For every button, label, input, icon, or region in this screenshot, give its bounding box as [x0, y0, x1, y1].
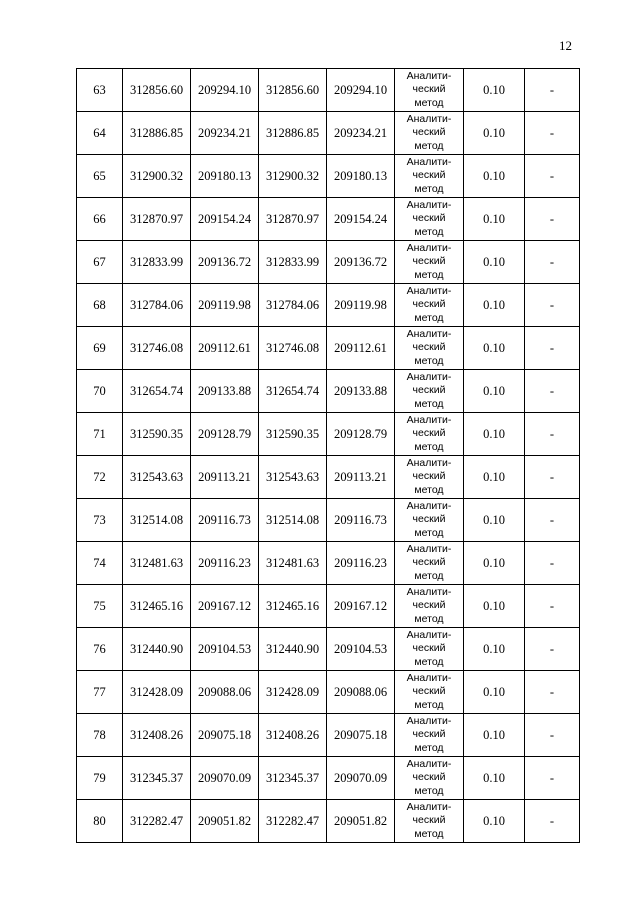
note-cell: -: [525, 671, 580, 714]
table-row: [77, 671, 580, 714]
x-existing-cell: 312481.63: [123, 542, 191, 585]
note-cell: -: [525, 327, 580, 370]
x-existing-cell: 312856.60: [123, 69, 191, 112]
x-refined-cell: 312514.08: [259, 499, 327, 542]
method-cell: [395, 284, 464, 327]
method-cell: [395, 370, 464, 413]
point-number-cell: 67: [77, 241, 123, 284]
method-text-line: Аналити-: [406, 198, 452, 211]
method-text-line: Аналити-: [406, 284, 452, 297]
y-existing-cell: 209116.73: [191, 499, 259, 542]
method-text-line: ческий: [412, 212, 446, 225]
method-text-line: Аналити-: [406, 671, 452, 684]
x-refined-cell: 312345.37: [259, 757, 327, 800]
method-text-line: метод: [414, 96, 444, 109]
table-row: [77, 800, 580, 843]
method-cell: [395, 198, 464, 241]
x-refined-cell: 312590.35: [259, 413, 327, 456]
point-number-cell: 66: [77, 198, 123, 241]
table-row: [77, 499, 580, 542]
y-refined-cell: 209133.88: [327, 370, 395, 413]
table-row: [77, 69, 580, 112]
x-refined-cell: 312856.60: [259, 69, 327, 112]
point-number-cell: 80: [77, 800, 123, 843]
method-text-line: Аналити-: [406, 585, 452, 598]
accuracy-cell: 0.10: [464, 800, 525, 843]
y-existing-cell: 209136.72: [191, 241, 259, 284]
method-text-line: метод: [414, 311, 444, 324]
note-cell: -: [525, 714, 580, 757]
x-existing-cell: 312440.90: [123, 628, 191, 671]
y-existing-cell: 209051.82: [191, 800, 259, 843]
accuracy-cell: 0.10: [464, 155, 525, 198]
y-refined-cell: 209112.61: [327, 327, 395, 370]
method-text-line: ческий: [412, 470, 446, 483]
note-cell: -: [525, 284, 580, 327]
x-existing-cell: 312900.32: [123, 155, 191, 198]
y-existing-cell: 209234.21: [191, 112, 259, 155]
method-text-line: ческий: [412, 255, 446, 268]
method-text-line: ческий: [412, 341, 446, 354]
accuracy-cell: 0.10: [464, 284, 525, 327]
coordinates-table: [76, 68, 580, 843]
x-existing-cell: 312590.35: [123, 413, 191, 456]
x-refined-cell: 312282.47: [259, 800, 327, 843]
note-cell: -: [525, 628, 580, 671]
method-text-line: Аналити-: [406, 155, 452, 168]
method-text-line: ческий: [412, 427, 446, 440]
x-refined-cell: 312428.09: [259, 671, 327, 714]
y-refined-cell: 209116.73: [327, 499, 395, 542]
accuracy-cell: 0.10: [464, 413, 525, 456]
method-cell: [395, 456, 464, 499]
table-row: [77, 327, 580, 370]
y-refined-cell: 209167.12: [327, 585, 395, 628]
note-cell: -: [525, 413, 580, 456]
method-text-line: метод: [414, 225, 444, 238]
method-text-line: Аналити-: [406, 370, 452, 383]
y-refined-cell: 209128.79: [327, 413, 395, 456]
point-number-cell: 71: [77, 413, 123, 456]
table-row: [77, 284, 580, 327]
note-cell: -: [525, 800, 580, 843]
accuracy-cell: 0.10: [464, 757, 525, 800]
method-cell: [395, 628, 464, 671]
method-cell: [395, 327, 464, 370]
method-text-line: Аналити-: [406, 413, 452, 426]
table-row: [77, 714, 580, 757]
accuracy-cell: 0.10: [464, 628, 525, 671]
table-row: [77, 456, 580, 499]
method-text-line: Аналити-: [406, 714, 452, 727]
accuracy-cell: 0.10: [464, 370, 525, 413]
point-number-cell: 64: [77, 112, 123, 155]
note-cell: -: [525, 112, 580, 155]
y-existing-cell: 209070.09: [191, 757, 259, 800]
method-text-line: метод: [414, 354, 444, 367]
accuracy-cell: 0.10: [464, 714, 525, 757]
y-refined-cell: 209154.24: [327, 198, 395, 241]
x-existing-cell: 312465.16: [123, 585, 191, 628]
point-number-cell: 69: [77, 327, 123, 370]
point-number-cell: 79: [77, 757, 123, 800]
y-refined-cell: 209070.09: [327, 757, 395, 800]
y-existing-cell: 209128.79: [191, 413, 259, 456]
y-existing-cell: 209113.21: [191, 456, 259, 499]
y-refined-cell: 209294.10: [327, 69, 395, 112]
note-cell: -: [525, 241, 580, 284]
x-existing-cell: 312282.47: [123, 800, 191, 843]
accuracy-cell: 0.10: [464, 499, 525, 542]
x-refined-cell: 312440.90: [259, 628, 327, 671]
accuracy-cell: 0.10: [464, 456, 525, 499]
point-number-cell: 73: [77, 499, 123, 542]
note-cell: -: [525, 499, 580, 542]
method-text-line: Аналити-: [406, 456, 452, 469]
method-cell: [395, 585, 464, 628]
method-text-line: Аналити-: [406, 69, 452, 82]
x-existing-cell: 312833.99: [123, 241, 191, 284]
accuracy-cell: 0.10: [464, 585, 525, 628]
method-cell: [395, 112, 464, 155]
method-text-line: метод: [414, 440, 444, 453]
accuracy-cell: 0.10: [464, 112, 525, 155]
y-existing-cell: 209294.10: [191, 69, 259, 112]
x-refined-cell: 312833.99: [259, 241, 327, 284]
x-existing-cell: 312543.63: [123, 456, 191, 499]
y-existing-cell: 209133.88: [191, 370, 259, 413]
method-cell: [395, 499, 464, 542]
x-refined-cell: 312408.26: [259, 714, 327, 757]
y-refined-cell: 209136.72: [327, 241, 395, 284]
y-refined-cell: 209119.98: [327, 284, 395, 327]
method-text-line: ческий: [412, 728, 446, 741]
point-number-cell: 70: [77, 370, 123, 413]
note-cell: -: [525, 456, 580, 499]
y-refined-cell: 209113.21: [327, 456, 395, 499]
method-text-line: ческий: [412, 169, 446, 182]
method-text-line: ческий: [412, 599, 446, 612]
table-row: [77, 628, 580, 671]
method-text-line: метод: [414, 483, 444, 496]
method-text-line: метод: [414, 569, 444, 582]
y-existing-cell: 209104.53: [191, 628, 259, 671]
method-cell: [395, 69, 464, 112]
method-text-line: Аналити-: [406, 327, 452, 340]
method-text-line: ческий: [412, 771, 446, 784]
y-existing-cell: 209116.23: [191, 542, 259, 585]
point-number-cell: 78: [77, 714, 123, 757]
x-refined-cell: 312465.16: [259, 585, 327, 628]
x-existing-cell: 312428.09: [123, 671, 191, 714]
method-cell: [395, 155, 464, 198]
method-text-line: Аналити-: [406, 542, 452, 555]
method-cell: [395, 800, 464, 843]
y-existing-cell: 209088.06: [191, 671, 259, 714]
table-row: [77, 585, 580, 628]
point-number-cell: 65: [77, 155, 123, 198]
y-refined-cell: 209234.21: [327, 112, 395, 155]
method-text-line: Аналити-: [406, 800, 452, 813]
y-existing-cell: 209075.18: [191, 714, 259, 757]
y-existing-cell: 209119.98: [191, 284, 259, 327]
table-row: [77, 198, 580, 241]
accuracy-cell: 0.10: [464, 198, 525, 241]
x-refined-cell: 312870.97: [259, 198, 327, 241]
method-text-line: метод: [414, 268, 444, 281]
table-body: [77, 69, 580, 843]
x-refined-cell: 312543.63: [259, 456, 327, 499]
method-text-line: ческий: [412, 126, 446, 139]
method-text-line: Аналити-: [406, 112, 452, 125]
method-text-line: ческий: [412, 556, 446, 569]
note-cell: -: [525, 585, 580, 628]
y-refined-cell: 209116.23: [327, 542, 395, 585]
accuracy-cell: 0.10: [464, 327, 525, 370]
method-cell: [395, 757, 464, 800]
method-text-line: метод: [414, 139, 444, 152]
method-cell: [395, 413, 464, 456]
x-existing-cell: 312870.97: [123, 198, 191, 241]
y-refined-cell: 209051.82: [327, 800, 395, 843]
table-row: [77, 370, 580, 413]
method-text-line: метод: [414, 397, 444, 410]
method-text-line: метод: [414, 526, 444, 539]
method-text-line: ческий: [412, 814, 446, 827]
method-text-line: метод: [414, 741, 444, 754]
method-text-line: ческий: [412, 298, 446, 311]
table-row: [77, 241, 580, 284]
method-text-line: метод: [414, 612, 444, 625]
method-text-line: Аналити-: [406, 757, 452, 770]
x-existing-cell: 312345.37: [123, 757, 191, 800]
accuracy-cell: 0.10: [464, 542, 525, 585]
method-text-line: Аналити-: [406, 241, 452, 254]
note-cell: -: [525, 542, 580, 585]
x-existing-cell: 312514.08: [123, 499, 191, 542]
page-number: 12: [559, 38, 572, 53]
point-number-cell: 68: [77, 284, 123, 327]
y-refined-cell: 209104.53: [327, 628, 395, 671]
method-text-line: ческий: [412, 83, 446, 96]
method-text-line: ческий: [412, 642, 446, 655]
x-existing-cell: 312746.08: [123, 327, 191, 370]
x-refined-cell: 312900.32: [259, 155, 327, 198]
point-number-cell: 63: [77, 69, 123, 112]
x-existing-cell: 312886.85: [123, 112, 191, 155]
method-text-line: метод: [414, 698, 444, 711]
method-text-line: Аналити-: [406, 499, 452, 512]
method-text-line: ческий: [412, 384, 446, 397]
table-row: [77, 757, 580, 800]
x-existing-cell: 312654.74: [123, 370, 191, 413]
point-number-cell: 77: [77, 671, 123, 714]
x-refined-cell: 312746.08: [259, 327, 327, 370]
point-number-cell: 74: [77, 542, 123, 585]
method-cell: [395, 542, 464, 585]
method-text-line: метод: [414, 784, 444, 797]
y-existing-cell: 209154.24: [191, 198, 259, 241]
method-text-line: Аналити-: [406, 628, 452, 641]
y-refined-cell: 209180.13: [327, 155, 395, 198]
table-row: [77, 413, 580, 456]
accuracy-cell: 0.10: [464, 241, 525, 284]
y-existing-cell: 209112.61: [191, 327, 259, 370]
point-number-cell: 75: [77, 585, 123, 628]
y-refined-cell: 209075.18: [327, 714, 395, 757]
method-cell: [395, 241, 464, 284]
x-refined-cell: 312654.74: [259, 370, 327, 413]
point-number-cell: 72: [77, 456, 123, 499]
method-text-line: метод: [414, 655, 444, 668]
note-cell: -: [525, 757, 580, 800]
note-cell: -: [525, 155, 580, 198]
accuracy-cell: 0.10: [464, 69, 525, 112]
method-text-line: метод: [414, 827, 444, 840]
table-row: [77, 542, 580, 585]
method-cell: [395, 714, 464, 757]
y-existing-cell: 209167.12: [191, 585, 259, 628]
method-text-line: метод: [414, 182, 444, 195]
table-row: [77, 155, 580, 198]
x-refined-cell: 312784.06: [259, 284, 327, 327]
method-text-line: ческий: [412, 513, 446, 526]
note-cell: -: [525, 69, 580, 112]
note-cell: -: [525, 370, 580, 413]
table-row: [77, 112, 580, 155]
x-refined-cell: 312886.85: [259, 112, 327, 155]
method-cell: [395, 671, 464, 714]
note-cell: -: [525, 198, 580, 241]
method-text-line: ческий: [412, 685, 446, 698]
y-refined-cell: 209088.06: [327, 671, 395, 714]
x-refined-cell: 312481.63: [259, 542, 327, 585]
x-existing-cell: 312784.06: [123, 284, 191, 327]
y-existing-cell: 209180.13: [191, 155, 259, 198]
x-existing-cell: 312408.26: [123, 714, 191, 757]
point-number-cell: 76: [77, 628, 123, 671]
accuracy-cell: 0.10: [464, 671, 525, 714]
